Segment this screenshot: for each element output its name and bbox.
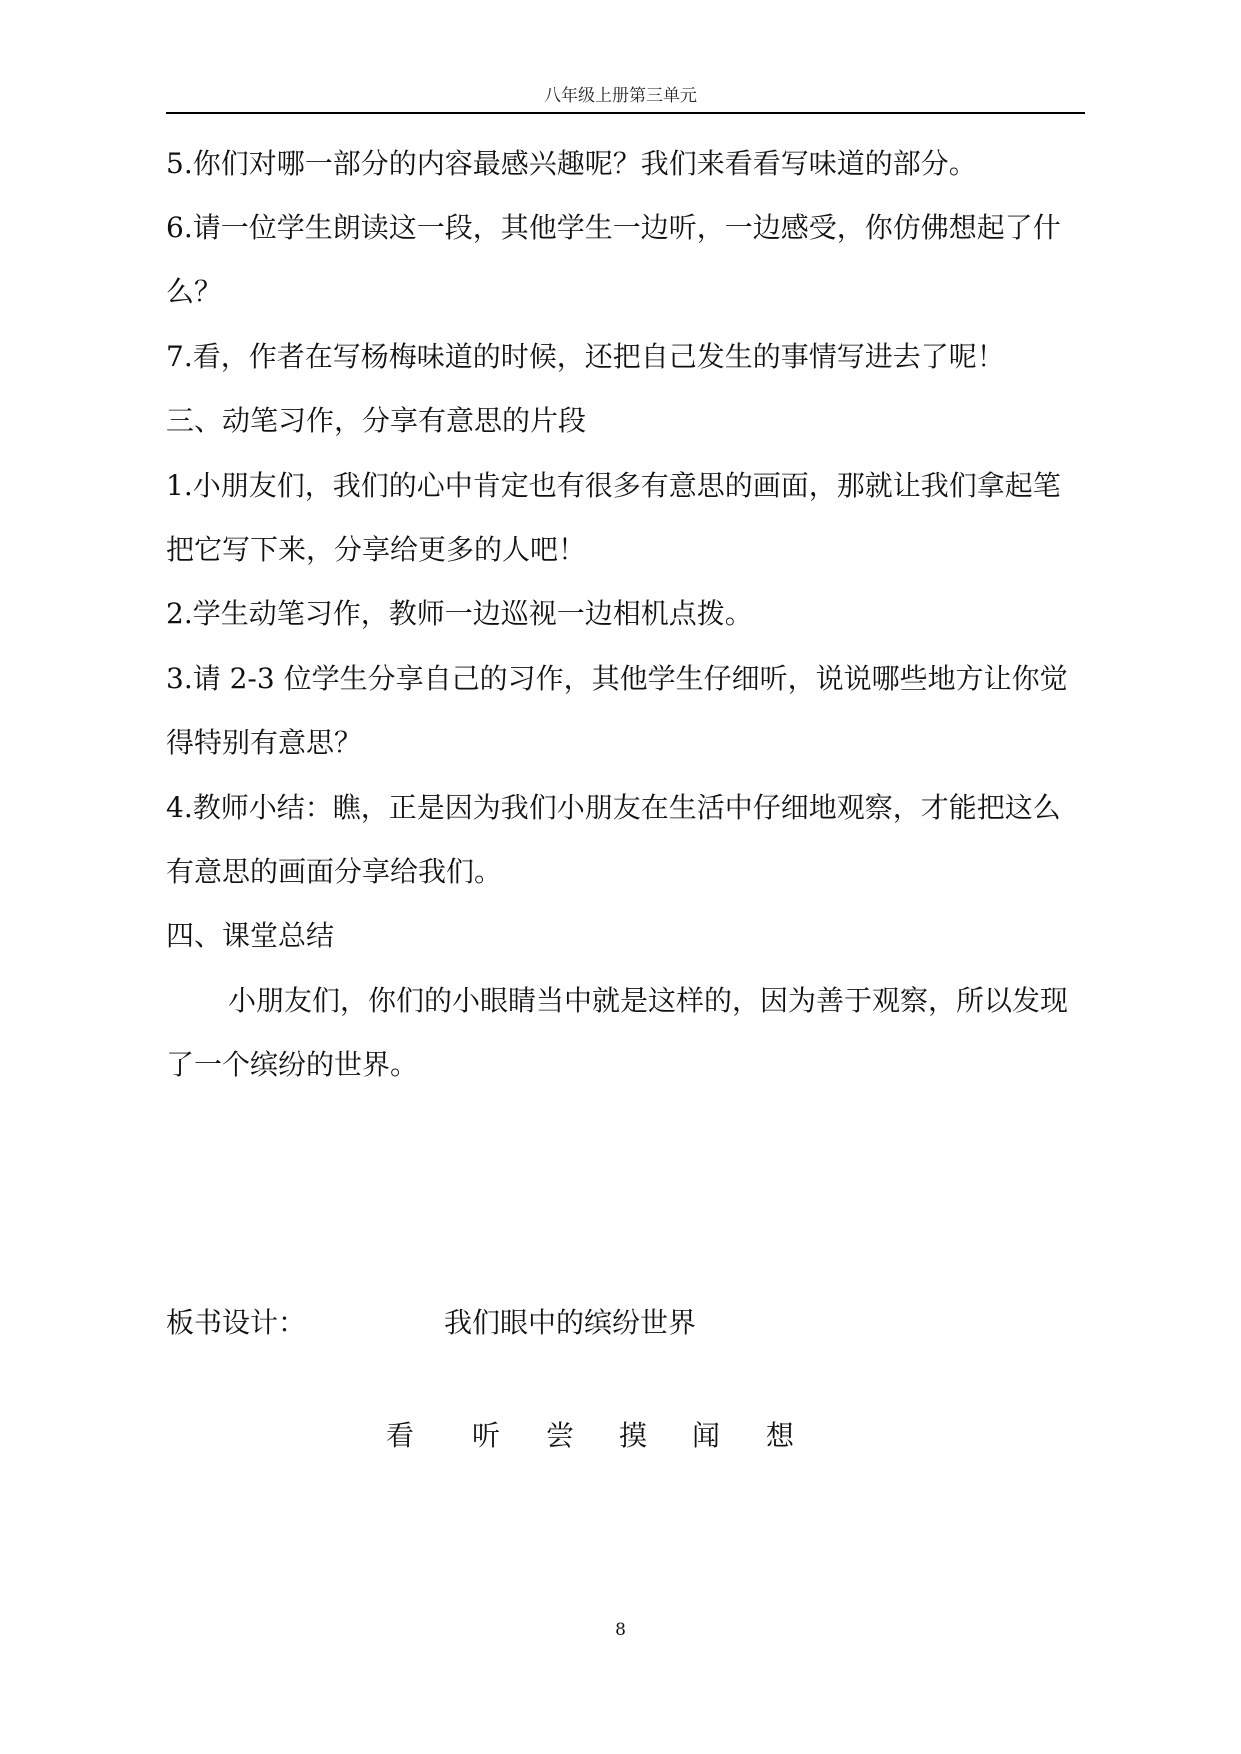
section-heading: 三、动笔习作，分享有意思的片段 <box>166 404 587 437</box>
body-line: 有意思的画面分享给我们。 <box>166 855 503 888</box>
body-line: 么？ <box>166 275 223 308</box>
body-line: 小朋友们，你们的小眼睛当中就是这样的，因为善于观察，所以发现 <box>228 984 1069 1017</box>
body-line: 4.教师小结：瞧，正是因为我们小朋友在生活中仔细地观察，才能把这么 <box>166 791 1061 824</box>
sense-word: 听 <box>472 1419 501 1452</box>
body-line: 了一个缤纷的世界。 <box>166 1048 419 1081</box>
header-divider <box>166 112 1085 114</box>
body-line: 6.请一位学生朗读这一段，其他学生一边听，一边感受，你仿佛想起了什 <box>166 211 1061 244</box>
header-title: 八年级上册第三单元 <box>544 86 697 106</box>
sense-word: 想 <box>766 1419 795 1452</box>
sense-word: 看 <box>386 1419 415 1452</box>
board-label: 板书设计： <box>166 1306 307 1339</box>
body-line: 把它写下来，分享给更多的人吧！ <box>166 533 587 566</box>
sense-word: 摸 <box>619 1419 648 1452</box>
body-line: 1.小朋友们，我们的心中肯定也有很多有意思的画面，那就让我们拿起笔 <box>166 469 1061 502</box>
section-heading: 四、课堂总结 <box>166 919 335 952</box>
sense-word: 闻 <box>692 1419 721 1452</box>
body-line: 5.你们对哪一部分的内容最感兴趣呢？我们来看看写味道的部分。 <box>166 147 977 180</box>
body-line: 得特别有意思？ <box>166 726 363 759</box>
body-line: 7.看，作者在写杨梅味道的时候，还把自己发生的事情写进去了呢！ <box>166 340 1005 373</box>
sense-word: 尝 <box>546 1419 575 1452</box>
body-line: 2.学生动笔习作，教师一边巡视一边相机点拨。 <box>166 597 753 630</box>
body-line: 3.请 2-3 位学生分享自己的习作，其他学生仔细听，说说哪些地方让你觉 <box>166 662 1068 695</box>
page-number: 8 <box>615 1620 626 1640</box>
board-title: 我们眼中的缤纷世界 <box>444 1306 697 1339</box>
